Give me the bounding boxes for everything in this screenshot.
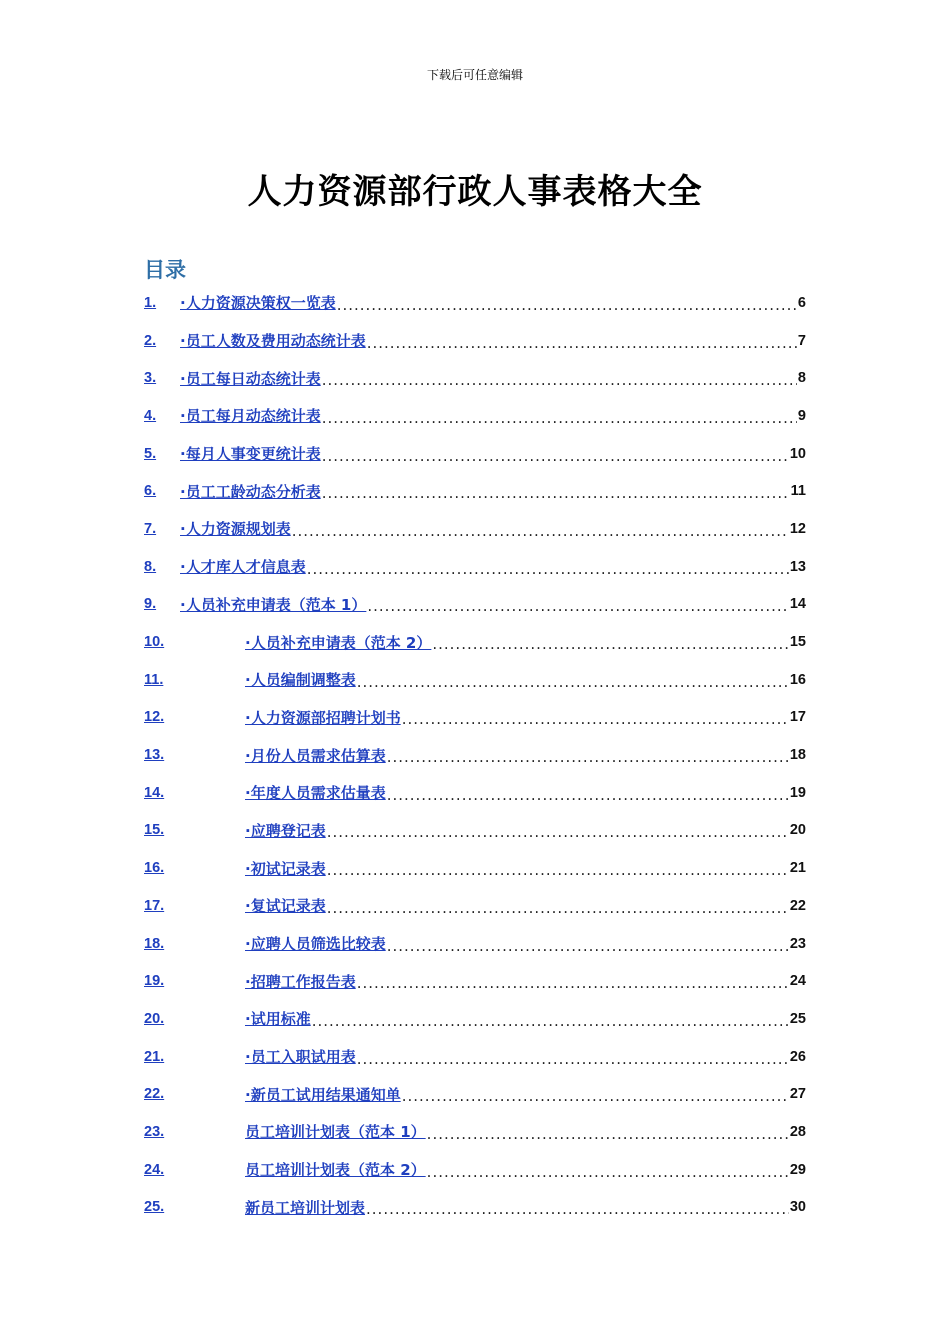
toc-leader-dots	[387, 786, 789, 804]
toc-entry-number[interactable]: 14.	[144, 784, 165, 801]
toc-page-number: 14	[789, 596, 806, 613]
toc-entry-number[interactable]: 25.	[144, 1199, 165, 1216]
toc-entry-number[interactable]: 2.	[144, 332, 157, 349]
toc-entry-link[interactable]: ·月份人员需求估算表	[245, 746, 386, 765]
toc-leader-dots	[322, 409, 797, 427]
toc-entry-link[interactable]: ·人员编制调整表	[245, 671, 356, 690]
toc-page-number: 22	[789, 897, 806, 914]
toc-leader-dots	[432, 635, 789, 653]
toc-entry[interactable]	[144, 699, 806, 737]
toc-page-number: 12	[789, 520, 806, 537]
toc-entry-link[interactable]: ·人才库人才信息表	[180, 558, 306, 577]
toc-entry[interactable]	[144, 510, 806, 548]
toc-page-number: 23	[789, 935, 806, 952]
toc-leader-dots	[357, 974, 789, 992]
toc-entry[interactable]	[144, 1000, 806, 1038]
toc-entry-link[interactable]: 员工培训计划表（范本 2）	[245, 1161, 426, 1180]
toc-page-number: 9	[797, 407, 806, 424]
toc-entry[interactable]	[144, 849, 806, 887]
toc-leader-dots	[307, 560, 789, 578]
toc-leader-dots	[402, 1087, 789, 1105]
toc-leader-dots	[322, 371, 797, 389]
toc-entry[interactable]	[144, 623, 806, 661]
toc-entry[interactable]	[144, 774, 806, 812]
toc-entry-number[interactable]: 20.	[144, 1010, 165, 1027]
toc-entry-number[interactable]: 23.	[144, 1123, 165, 1140]
toc-entry-number[interactable]: 1.	[144, 294, 157, 311]
toc-entry[interactable]	[144, 1075, 806, 1113]
toc-entry-number[interactable]: 13.	[144, 747, 165, 764]
table-of-contents	[144, 284, 806, 1226]
toc-entry-number[interactable]: 3.	[144, 370, 157, 387]
toc-entry[interactable]	[144, 1189, 806, 1227]
toc-entry[interactable]	[144, 925, 806, 963]
toc-entry-number[interactable]: 22.	[144, 1086, 165, 1103]
toc-entry-link[interactable]: ·年度人员需求估量表	[245, 784, 386, 803]
toc-leader-dots	[387, 937, 789, 955]
toc-page-number: 6	[797, 294, 806, 311]
toc-entry[interactable]	[144, 284, 806, 322]
toc-entry-link[interactable]: ·新员工试用结果通知单	[245, 1085, 401, 1104]
toc-page-number: 15	[789, 634, 806, 651]
toc-leader-dots	[367, 334, 797, 352]
toc-entry[interactable]	[144, 661, 806, 699]
toc-leader-dots	[402, 710, 789, 728]
toc-entry[interactable]	[144, 1113, 806, 1151]
toc-page-number: 28	[789, 1123, 806, 1140]
toc-entry[interactable]	[144, 586, 806, 624]
toc-entry-number[interactable]: 9.	[144, 596, 157, 613]
toc-page-number: 20	[789, 822, 806, 839]
toc-leader-dots	[427, 1163, 789, 1181]
toc-entry-number[interactable]: 12.	[144, 709, 165, 726]
toc-page-number: 25	[789, 1010, 806, 1027]
toc-entry[interactable]	[144, 359, 806, 397]
toc-entry-link[interactable]: ·应聘登记表	[245, 821, 326, 840]
toc-leader-dots	[327, 823, 789, 841]
toc-page-number: 11	[790, 483, 806, 500]
toc-entry[interactable]	[144, 548, 806, 586]
toc-leader-dots	[357, 673, 789, 691]
toc-entry-number[interactable]: 21.	[144, 1048, 165, 1065]
toc-leader-dots	[427, 1125, 789, 1143]
toc-entry[interactable]	[144, 962, 806, 1000]
toc-page-number: 21	[789, 860, 806, 877]
toc-entry[interactable]	[144, 435, 806, 473]
toc-leader-dots	[337, 296, 797, 314]
toc-entry-link[interactable]: 员工培训计划表（范本 1）	[245, 1123, 426, 1142]
toc-entry-number[interactable]: 17.	[144, 897, 165, 914]
toc-page-number: 16	[789, 671, 806, 688]
header-note: 下载后可任意编辑	[426, 68, 523, 82]
toc-page-number: 17	[789, 709, 806, 726]
toc-entry-link[interactable]: ·员工工龄动态分析表	[180, 482, 321, 501]
toc-page-number: 29	[789, 1161, 806, 1178]
toc-entry-link[interactable]: ·复试记录表	[245, 897, 326, 916]
toc-entry-link[interactable]: ·员工每日动态统计表	[180, 369, 321, 388]
toc-entry-number[interactable]: 7.	[144, 520, 157, 537]
toc-entry-link[interactable]: ·人力资源规划表	[180, 520, 291, 539]
toc-entry[interactable]	[144, 322, 806, 360]
toc-leader-dots	[366, 1200, 789, 1218]
toc-heading: 目录	[144, 258, 186, 282]
toc-entry[interactable]	[144, 472, 806, 510]
toc-entry-number[interactable]: 4.	[144, 407, 157, 424]
toc-page-number: 24	[789, 973, 806, 990]
toc-entry-link[interactable]: ·初试记录表	[245, 859, 326, 878]
toc-entry-number[interactable]: 5.	[144, 445, 157, 462]
toc-page-number: 13	[789, 558, 806, 575]
toc-leader-dots	[292, 522, 789, 540]
toc-entry[interactable]	[144, 887, 806, 925]
toc-entry-link[interactable]: ·试用标准	[245, 1010, 311, 1029]
toc-entry-link[interactable]: ·应聘人员筛选比较表	[245, 935, 386, 954]
toc-entry-link[interactable]: ·人员补充申请表（范本 2）	[245, 633, 432, 652]
toc-page-number: 7	[797, 332, 806, 349]
toc-entry-link[interactable]: ·招聘工作报告表	[245, 972, 356, 991]
toc-entry-link[interactable]: ·员工入职试用表	[245, 1048, 356, 1067]
toc-page-number: 26	[789, 1048, 806, 1065]
document-title: 人力资源部行政人事表格大全	[247, 172, 703, 212]
toc-entry-number[interactable]: 15.	[144, 822, 165, 839]
toc-entry[interactable]	[144, 1038, 806, 1076]
toc-entry-link[interactable]: ·员工每月动态统计表	[180, 407, 321, 426]
toc-page-number: 10	[789, 445, 806, 462]
toc-entry-number[interactable]: 11.	[144, 671, 164, 688]
toc-leader-dots	[312, 1012, 789, 1030]
toc-entry-number[interactable]: 18.	[144, 935, 165, 952]
toc-entry[interactable]	[144, 812, 806, 850]
toc-entry-link[interactable]: ·员工人数及费用动态统计表	[180, 332, 366, 351]
toc-entry-number[interactable]: 16.	[144, 860, 165, 877]
toc-entry-number[interactable]: 10.	[144, 634, 165, 651]
toc-page-number: 8	[797, 370, 806, 387]
toc-leader-dots	[387, 748, 789, 766]
toc-entry-number[interactable]: 8.	[144, 558, 157, 575]
toc-entry[interactable]	[144, 1151, 806, 1189]
toc-entry-number[interactable]: 24.	[144, 1161, 165, 1178]
toc-entry-link[interactable]: ·每月人事变更统计表	[180, 445, 321, 464]
toc-leader-dots	[357, 1050, 789, 1068]
toc-page-number: 27	[789, 1086, 806, 1103]
toc-leader-dots	[322, 447, 789, 465]
toc-entry-link[interactable]: ·人力资源部招聘计划书	[245, 708, 401, 727]
toc-entry[interactable]	[144, 397, 806, 435]
toc-page-number: 19	[789, 784, 806, 801]
toc-entry-number[interactable]: 19.	[144, 973, 165, 990]
toc-leader-dots	[327, 861, 789, 879]
toc-entry-number[interactable]: 6.	[144, 483, 157, 500]
toc-leader-dots	[322, 484, 790, 502]
toc-leader-dots	[327, 899, 789, 917]
toc-entry[interactable]	[144, 736, 806, 774]
toc-entry-link[interactable]: 新员工培训计划表	[245, 1198, 366, 1217]
toc-page-number: 30	[789, 1199, 806, 1216]
toc-entry-link[interactable]: ·人员补充申请表（范本 1）	[180, 595, 367, 614]
toc-entry-link[interactable]: ·人力资源决策权一览表	[180, 294, 336, 313]
toc-page-number: 18	[789, 747, 806, 764]
toc-leader-dots	[367, 597, 789, 615]
